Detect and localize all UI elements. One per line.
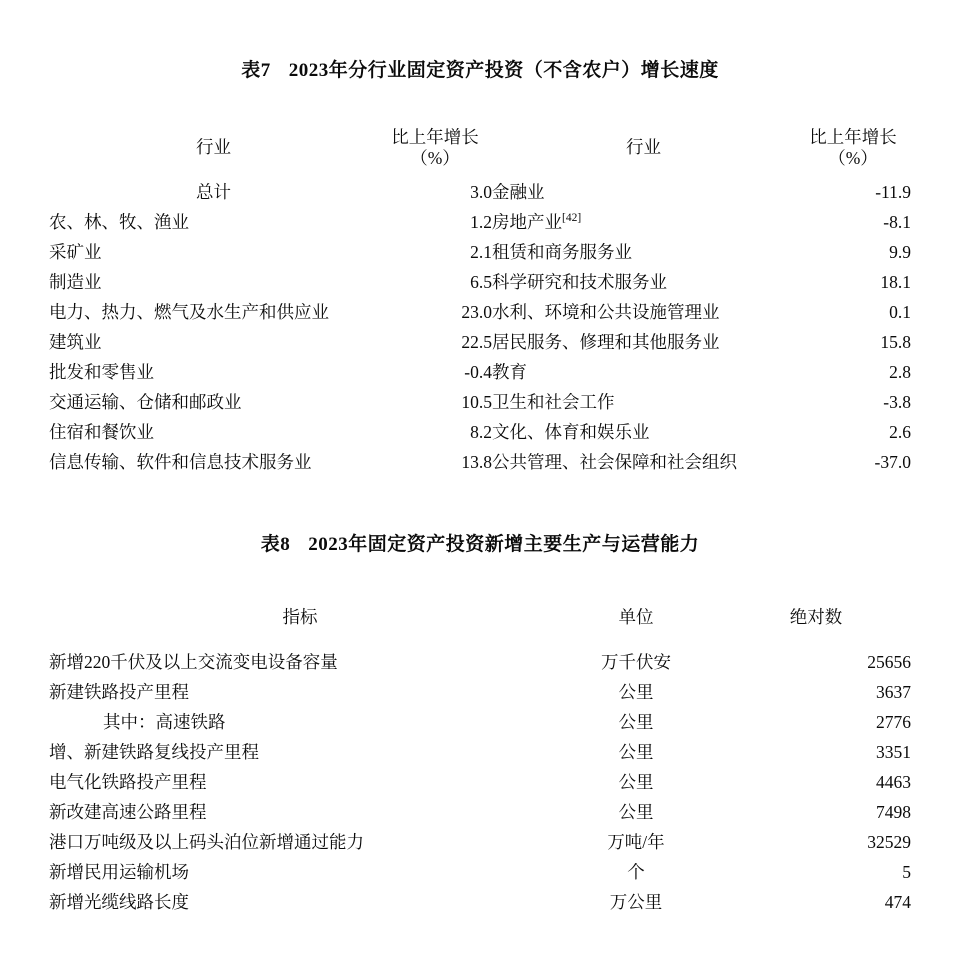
document-page (0, 55, 960, 960)
table-7-right-industry-label: 卫生和社会工作 (492, 392, 615, 412)
table-7-right-growth-value: -11.9 (875, 182, 911, 202)
table-7-header-growth-right (795, 119, 911, 177)
table-8-indicator-label: 新建铁路投产里程 (49, 682, 189, 702)
table-row (49, 647, 911, 677)
table-7-right-industry-label: 公共管理、社会保障和社会组织 (492, 452, 737, 472)
table-8-header-absolute: 绝对数 (789, 607, 843, 628)
table-7-left-industry-label: 农、林、牧、渔业 (49, 212, 189, 232)
table-8-unit-value: 公里 (618, 742, 654, 762)
table-row (49, 797, 911, 827)
table-7-caption-number: 表7 (241, 60, 271, 81)
table-7-right-industry-label: 租赁和商务服务业 (492, 242, 632, 262)
table-8-head (49, 589, 911, 647)
table-7-left-industry-label: 住宿和餐饮业 (49, 422, 154, 442)
table-7-right-industry-label: 金融业 (492, 182, 545, 202)
table-7-right-growth-value: 9.9 (889, 242, 911, 262)
table-8-indicator-label: 新改建高速公路里程 (49, 802, 207, 822)
table-7-caption-title: 2023年分行业固定资产投资（不含农户）增长速度 (288, 60, 719, 81)
table-8-unit-value: 万吨/年 (607, 832, 665, 852)
table-7-left-industry-label: 制造业 (49, 272, 102, 292)
table-8-indicator-label: 电气化铁路投产里程 (49, 772, 207, 792)
table-row (49, 677, 911, 707)
table-8-indicator-label: 新增民用运输机场 (49, 862, 189, 882)
table-7-left-growth-value: 13.8 (461, 452, 492, 472)
table-row (49, 857, 911, 887)
table-7-left-growth-value: 10.5 (461, 392, 492, 412)
footnote-marker: [42] (562, 212, 582, 225)
table-8-caption-title: 2023年固定资产投资新增主要生产与运营能力 (308, 534, 700, 555)
table-7-caption (0, 55, 960, 82)
table-7-header-growth-left (378, 119, 492, 177)
table-8-unit-value: 万公里 (609, 892, 663, 912)
table-7-right-growth-value: 18.1 (880, 272, 911, 292)
table-7-left-growth-value: 23.0 (461, 302, 492, 322)
table-8-caption (0, 529, 960, 556)
table-8-absolute-value: 4463 (876, 772, 911, 792)
table-8-indicator-label: 其中：高速铁路 (103, 712, 226, 732)
table-7 (49, 119, 911, 477)
table-row (49, 447, 911, 477)
table-7-left-growth-value: 2.1 (470, 242, 492, 262)
table-row (49, 357, 911, 387)
table-7-header-row (49, 119, 911, 177)
table-8-absolute-value: 5 (902, 862, 911, 882)
table-row (49, 237, 911, 267)
table-7-right-growth-value: 15.8 (880, 332, 911, 352)
table-7-header-industry-left: 行业 (196, 137, 231, 158)
table-8-header-indicator: 指标 (282, 607, 318, 628)
table-row (49, 177, 911, 207)
table-7-header-growth-left-line1: 比上年增长 (391, 126, 479, 147)
table-7-left-industry-label: 电力、热力、燃气及水生产和供应业 (49, 302, 329, 322)
table-7-header-growth-left-line2: （%） (410, 148, 460, 168)
table-7-right-growth-value: -8.1 (883, 212, 911, 232)
table-8-unit-value: 公里 (618, 712, 654, 732)
table-7-right-industry-label: 科学研究和技术服务业 (492, 272, 667, 292)
table-row (49, 737, 911, 767)
table-8-indicator-label: 港口万吨级及以上码头泊位新增通过能力 (49, 832, 364, 852)
table-8-indicator-label: 新增220千伏及以上交流变电设备容量 (49, 652, 338, 672)
table-8-container (49, 589, 911, 917)
table-7-left-growth-value: 8.2 (470, 422, 492, 442)
table-7-left-growth-value: 1.2 (470, 212, 492, 232)
table-row (49, 267, 911, 297)
table-7-left-growth-value: 6.5 (470, 272, 492, 292)
table-8-unit-value: 个 (627, 862, 645, 882)
table-7-left-growth-value: 3.0 (470, 182, 492, 202)
table-7-left-industry-label: 交通运输、仓储和邮政业 (49, 392, 242, 412)
table-7-right-growth-value: 2.8 (889, 362, 911, 382)
table-7-body (49, 177, 911, 477)
table-7-right-growth-value: 0.1 (889, 302, 911, 322)
table-7-header-growth-right-line2: （%） (828, 148, 878, 168)
table-7-left-industry-label: 总计 (196, 182, 231, 202)
table-7-container (49, 119, 911, 477)
table-7-right-growth-value: 2.6 (889, 422, 911, 442)
table-8-indicator-label: 增、新建铁路复线投产里程 (49, 742, 259, 762)
table-row (49, 767, 911, 797)
table-7-left-industry-label: 采矿业 (49, 242, 102, 262)
table-row (49, 707, 911, 737)
table-7-right-industry-label: 房地产业[42] (492, 212, 582, 232)
table-7-header-industry-right: 行业 (626, 137, 661, 158)
table-7-right-industry-label: 水利、环境和公共设施管理业 (492, 302, 720, 322)
table-8-absolute-value: 2776 (876, 712, 911, 732)
table-8-unit-value: 万千伏安 (601, 652, 671, 672)
table-7-right-growth-value: -37.0 (874, 452, 911, 472)
table-7-right-growth-value: -3.8 (883, 392, 911, 412)
table-row (49, 327, 911, 357)
table-row (49, 827, 911, 857)
table-8-absolute-value: 7498 (876, 802, 911, 822)
table-8-unit-value: 公里 (618, 802, 654, 822)
table-row (49, 387, 911, 417)
table-7-left-industry-label: 信息传输、软件和信息技术服务业 (49, 452, 312, 472)
table-7-right-industry-label: 居民服务、修理和其他服务业 (492, 332, 720, 352)
table-7-left-industry-label: 建筑业 (49, 332, 102, 352)
table-8-absolute-value: 25656 (867, 652, 911, 672)
table-8-body (49, 647, 911, 917)
table-8-absolute-value: 3637 (876, 682, 911, 702)
table-8-header-unit: 单位 (618, 607, 654, 628)
table-8-absolute-value: 3351 (876, 742, 911, 762)
table-row (49, 207, 911, 237)
table-8-unit-value: 公里 (618, 682, 654, 702)
table-7-left-industry-label: 批发和零售业 (49, 362, 154, 382)
table-8 (49, 589, 911, 917)
table-8-indicator-label: 新增光缆线路长度 (49, 892, 189, 912)
table-row (49, 887, 911, 917)
table-7-right-industry-label: 教育 (492, 362, 527, 382)
table-8-absolute-value: 474 (884, 892, 911, 912)
table-7-header-growth-right-line1: 比上年增长 (809, 126, 897, 147)
table-7-left-growth-value: 22.5 (461, 332, 492, 352)
table-7-head (49, 119, 911, 177)
table-8-unit-value: 公里 (618, 772, 654, 792)
table-8-absolute-value: 32529 (867, 832, 911, 852)
table-8-caption-number: 表8 (260, 534, 291, 555)
table-7-right-industry-label: 文化、体育和娱乐业 (492, 422, 650, 442)
table-7-left-growth-value: -0.4 (464, 362, 492, 382)
table-8-header-row (49, 589, 911, 647)
table-row (49, 297, 911, 327)
table-row (49, 417, 911, 447)
